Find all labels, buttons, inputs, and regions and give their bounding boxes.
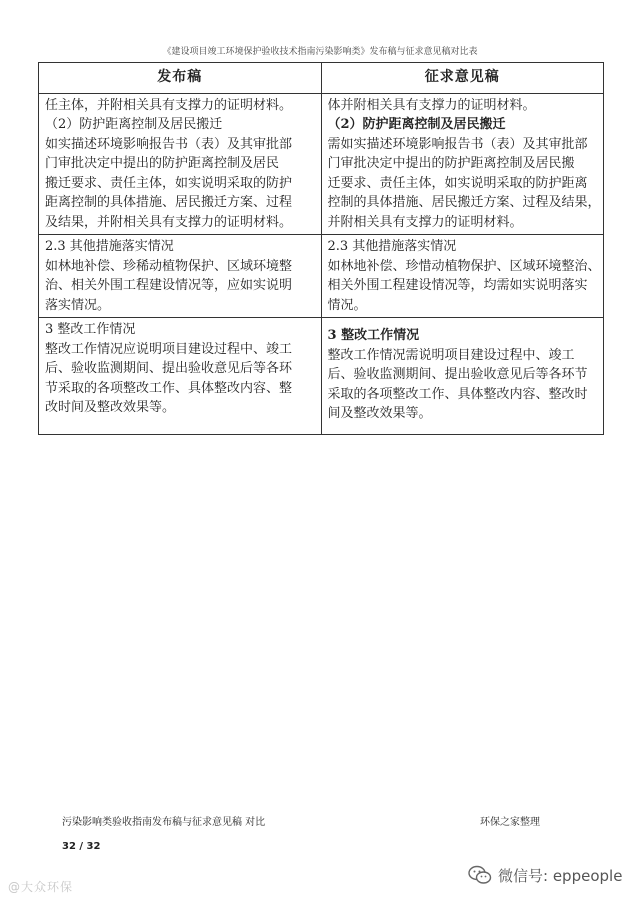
page-number: 32 / 32 [62,841,101,852]
footer-title: 污染影响类验收指南发布稿与征求意见稿 对比 [62,817,266,828]
text-line: 治、相关外围工程建设情况等，应如实说明 [45,278,293,293]
text-line: 搬迁要求、责任主体，如实说明采取的防护 [45,175,293,191]
text-line: 及结果，并附相关具有支撑力的证明材料。 [45,214,293,230]
comparison-table [38,62,604,435]
text-line: 相关外围工程建设情况等，均需如实说明落实 [327,278,588,293]
text-line: 需如实描述环境影响报告书（表）及其审批部 [327,136,588,152]
text-line: 任主体，并附相关具有支撑力的证明材料。 [45,97,293,113]
cell-published [39,93,322,235]
cell-draft [321,93,604,235]
section-heading: 3 整改工作情况 [45,322,136,337]
text-line: 门审批决定中提出的防护距离控制及居民搬 [327,156,575,171]
watermark-left: @大众环保 [8,880,74,894]
cell-draft [321,318,604,435]
column-header-published: 发布稿 [39,63,322,94]
section-heading: 2.3 其他措施落实情况 [45,239,174,254]
text-line: 体并附相关具有支撑力的证明材料。 [327,97,536,113]
text-line: 情况。 [327,297,367,313]
text-line: 后、验收监测期间、提出验收意见后等各环 [45,361,293,376]
text-line: 门审批决定中提出的防护距离控制及居民 [45,156,280,171]
section-heading: 2.3 其他措施落实情况 [327,239,457,254]
footer-credit: 环保之家整理 [480,817,540,828]
section-heading: 3 整改工作情况 [327,328,420,343]
cell-published [39,318,322,435]
text-line: 并附相关具有支撑力的证明材料。 [327,214,523,230]
page-header: 《建设项目竣工环境保护验收技术指南污染影响类》发布稿与征求意见稿对比表 [162,47,478,57]
cell-published [39,235,322,318]
text-line: 迁要求、责任主体，如实说明采取的防护距离 [327,175,588,191]
subsection-heading: （2）防护距离控制及居民搬迁 [327,117,506,132]
column-header-draft: 征求意见稿 [321,63,604,94]
text-line: 整改工作情况应说明项目建设过程中、竣工 [45,341,293,357]
wechat-icon [468,864,492,886]
text-line: 节采取的各项整改工作、具体整改内容、整 [45,380,293,396]
subsection-heading: （2）防护距离控制及居民搬迁 [45,117,223,132]
cell-draft [321,235,604,318]
text-line: 间及整改效果等。 [327,406,432,421]
text-line: 如林地补偿、珍稀动植物保护、区域环境整 [45,258,293,274]
table-row [39,235,604,318]
text-line: 后、验收监测期间、提出验收意见后等各环节 [327,367,588,382]
text-line: 落实情况。 [45,297,111,313]
text-line: 采取的各项整改工作、具体整改内容、整改时 [327,386,588,402]
text-line: 如林地补偿、珍惜动植物保护、区域环境整治、 [327,258,601,274]
text-line: 如实描述环境影响报告书（表）及其审批部 [45,136,293,152]
table-row [39,318,604,435]
watermark-right [468,860,622,890]
text-line: 改时间及整改效果等。 [45,400,176,415]
text-line: 控制的具体措施、居民搬迁方案、过程及结果， [327,195,601,210]
table-row [39,93,604,235]
text-line: 整改工作情况需说明项目建设过程中、竣工 [327,347,575,363]
wechat-id: 微信号: eppeople [498,866,623,885]
text-line: 距离控制的具体措施、居民搬迁方案、过程 [45,195,293,210]
